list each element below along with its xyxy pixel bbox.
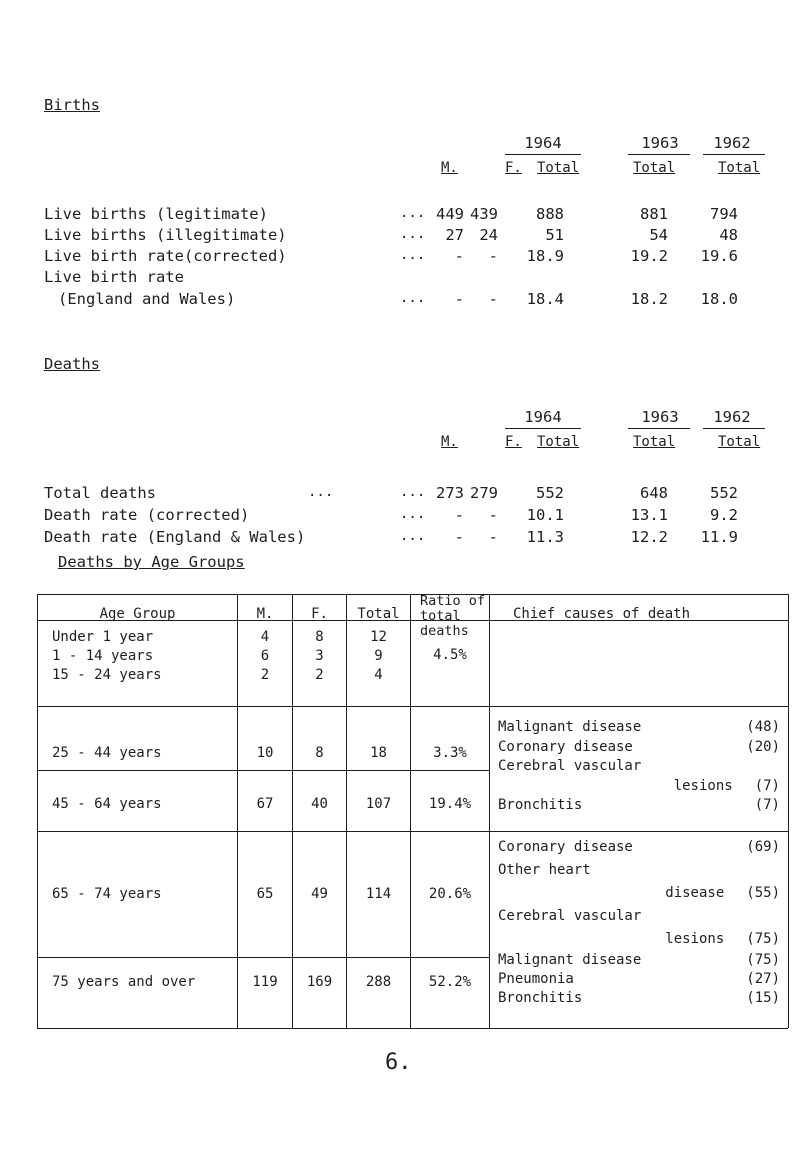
col-rule bbox=[37, 594, 38, 1028]
row-1962: 794 bbox=[710, 205, 738, 223]
births-col-total-1963: Total bbox=[633, 160, 676, 176]
cause-item: Coronary disease (69) bbox=[498, 839, 780, 855]
row-dots: ... bbox=[400, 506, 426, 522]
births-col-total: Total bbox=[537, 160, 580, 176]
row-dots: ... bbox=[308, 484, 334, 500]
total-value: 107 bbox=[365, 796, 392, 812]
births-year-1962: 1962 bbox=[713, 134, 751, 152]
row-f: 24 bbox=[479, 226, 498, 244]
col-rule bbox=[489, 594, 490, 1028]
births-1963-rule bbox=[628, 154, 690, 155]
row-rule bbox=[37, 831, 788, 832]
row-label-cont: (England and Wales) bbox=[58, 290, 236, 308]
ratio-value: 3.3% bbox=[433, 745, 467, 761]
row-1963: 19.2 bbox=[630, 247, 668, 265]
f-block1 bbox=[293, 628, 346, 685]
m-value: 10 bbox=[256, 745, 274, 761]
deaths-heading: Deaths bbox=[44, 355, 100, 373]
age-label: 1 - 14 years bbox=[52, 648, 154, 664]
cause-item: lesions (7) bbox=[673, 777, 780, 794]
row-m: 273 bbox=[436, 484, 464, 502]
row-total: 18.9 bbox=[526, 247, 564, 265]
row-dots: ... bbox=[400, 290, 426, 306]
row-m: - bbox=[454, 290, 464, 308]
f-value: 40 bbox=[311, 796, 328, 812]
m-value: 4 bbox=[260, 629, 270, 645]
row-m: - bbox=[454, 506, 464, 524]
age-label: 25 - 44 years bbox=[52, 745, 162, 761]
total-block1 bbox=[347, 628, 410, 685]
ratio-value: 19.4% bbox=[428, 796, 472, 812]
f-value: 8 bbox=[315, 629, 324, 645]
row-label: Live births (illegitimate) bbox=[44, 226, 287, 244]
row-1963: 881 bbox=[640, 205, 668, 223]
table-bottom-rule bbox=[37, 1028, 788, 1029]
row-dots: ... bbox=[400, 226, 426, 242]
deaths-col-total-1962: Total bbox=[718, 434, 761, 450]
cause-item: lesions (75) bbox=[665, 931, 780, 947]
row-f: - bbox=[488, 506, 498, 524]
births-1964-rule bbox=[505, 154, 581, 155]
cause-item: Bronchitis (7) bbox=[498, 797, 780, 813]
deaths-1963-rule bbox=[628, 428, 690, 429]
births-col-m: M. bbox=[441, 160, 458, 176]
age-groups-heading: Deaths by Age Groups bbox=[58, 553, 245, 571]
total-value: 12 bbox=[370, 629, 387, 645]
births-col-f: F. bbox=[505, 160, 522, 176]
row-label: Live birth rate bbox=[44, 268, 184, 286]
cause-item: Malignant disease (75) bbox=[498, 952, 780, 968]
row-1962: 11.9 bbox=[700, 528, 738, 546]
f-value: 8 bbox=[315, 745, 324, 761]
row-total: 10.1 bbox=[526, 506, 564, 524]
row-1962: 48 bbox=[719, 226, 738, 244]
deaths-col-m: M. bbox=[441, 434, 458, 450]
table-top-rule bbox=[37, 594, 788, 595]
total-value: 4 bbox=[374, 667, 383, 683]
deaths-col-f: F. bbox=[505, 434, 522, 450]
deaths-col-total-1963: Total bbox=[633, 434, 676, 450]
row-rule bbox=[37, 706, 788, 707]
row-1963: 12.2 bbox=[630, 528, 668, 546]
row-f: - bbox=[488, 290, 498, 308]
row-1963: 18.2 bbox=[630, 290, 668, 308]
ratio-value: 20.6% bbox=[428, 886, 472, 902]
age-labels-block1 bbox=[52, 628, 162, 685]
total-value: 9 bbox=[374, 648, 383, 664]
row-dots: ... bbox=[400, 484, 426, 500]
row-total: 888 bbox=[536, 205, 564, 223]
m-value: 2 bbox=[260, 667, 270, 683]
causes-25-64 bbox=[498, 718, 780, 816]
cause-item: disease (55) bbox=[665, 885, 780, 901]
row-1962: 9.2 bbox=[710, 506, 738, 524]
deaths-1962-rule bbox=[703, 428, 765, 429]
row-dots: ... bbox=[400, 247, 426, 263]
ratio-block1: 4.5% bbox=[433, 647, 467, 663]
deaths-year-1963: 1963 bbox=[641, 408, 679, 426]
row-m: 27 bbox=[445, 226, 464, 244]
births-year-1964: 1964 bbox=[524, 134, 562, 152]
row-label: Live birth rate(corrected) bbox=[44, 247, 287, 265]
ratio-value: 52.2% bbox=[428, 974, 472, 990]
m-value: 65 bbox=[256, 886, 274, 902]
row-total: 51 bbox=[545, 226, 564, 244]
header-total: Total bbox=[357, 606, 400, 622]
row-dots: ... bbox=[400, 205, 426, 221]
m-block1 bbox=[238, 628, 292, 685]
cause-item: Cerebral vascular bbox=[498, 908, 642, 924]
page-number: 6. bbox=[385, 1050, 412, 1075]
deaths-year-1964: 1964 bbox=[524, 408, 562, 426]
m-value: 67 bbox=[256, 796, 274, 812]
cause-item: Other heart bbox=[498, 862, 591, 878]
m-value: 6 bbox=[260, 648, 270, 664]
row-f: - bbox=[488, 528, 498, 546]
cause-item: Bronchitis (15) bbox=[498, 990, 780, 1006]
age-label: Under 1 year bbox=[52, 629, 154, 645]
f-value: 169 bbox=[306, 974, 333, 990]
causes-65-plus bbox=[498, 836, 780, 1008]
row-rule bbox=[37, 770, 489, 771]
row-m: 449 bbox=[436, 205, 464, 223]
deaths-col-total: Total bbox=[537, 434, 580, 450]
header-f: F. bbox=[311, 606, 328, 622]
header-ratio-l2: total bbox=[420, 608, 461, 624]
row-m: - bbox=[454, 528, 464, 546]
header-ratio-l3: deaths bbox=[420, 623, 469, 639]
row-total: 11.3 bbox=[526, 528, 564, 546]
header-causes: Chief causes of death bbox=[513, 606, 691, 622]
col-rule bbox=[788, 594, 789, 1028]
header-ratio bbox=[420, 594, 485, 639]
row-total: 18.4 bbox=[526, 290, 564, 308]
header-ratio-l1: Ratio of bbox=[420, 593, 486, 609]
f-value: 3 bbox=[315, 648, 324, 664]
row-label: Live births (legitimate) bbox=[44, 205, 268, 223]
cause-item: Coronary disease (20) bbox=[498, 738, 780, 755]
header-m: M. bbox=[256, 606, 274, 622]
row-rule bbox=[37, 957, 489, 958]
row-f: 279 bbox=[470, 484, 498, 502]
header-age-group: Age Group bbox=[99, 606, 176, 622]
age-label: 45 - 64 years bbox=[52, 796, 162, 812]
cause-item: Pneumonia (27) bbox=[498, 971, 780, 987]
row-1963: 648 bbox=[640, 484, 668, 502]
cause-item: Cerebral vascular bbox=[498, 758, 642, 774]
row-f: - bbox=[488, 247, 498, 265]
births-year-1963: 1963 bbox=[641, 134, 679, 152]
row-1962: 552 bbox=[710, 484, 738, 502]
births-1962-rule bbox=[703, 154, 765, 155]
age-label: 15 - 24 years bbox=[52, 667, 162, 683]
age-label: 75 years and over bbox=[52, 974, 196, 990]
row-1963: 54 bbox=[649, 226, 668, 244]
row-total: 552 bbox=[536, 484, 564, 502]
row-label: Death rate (England & Wales) bbox=[44, 528, 306, 546]
row-1963: 13.1 bbox=[630, 506, 668, 524]
row-dots: ... bbox=[400, 528, 426, 544]
births-col-total-1962: Total bbox=[718, 160, 761, 176]
row-1962: 19.6 bbox=[700, 247, 738, 265]
births-heading: Births bbox=[44, 96, 100, 114]
age-label: 65 - 74 years bbox=[52, 886, 162, 902]
row-label: Death rate (corrected) bbox=[44, 506, 250, 524]
row-label: Total deaths bbox=[44, 484, 156, 502]
row-m: - bbox=[454, 247, 464, 265]
deaths-1964-rule bbox=[505, 428, 581, 429]
total-value: 18 bbox=[370, 745, 387, 761]
row-1962: 18.0 bbox=[700, 290, 738, 308]
row-f: 439 bbox=[470, 205, 498, 223]
f-value: 2 bbox=[315, 667, 324, 683]
cause-item: Malignant disease (48) bbox=[498, 719, 780, 735]
f-value: 49 bbox=[311, 886, 328, 902]
total-value: 114 bbox=[365, 886, 392, 902]
m-value: 119 bbox=[252, 974, 278, 990]
deaths-year-1962: 1962 bbox=[713, 408, 751, 426]
total-value: 288 bbox=[365, 974, 392, 990]
